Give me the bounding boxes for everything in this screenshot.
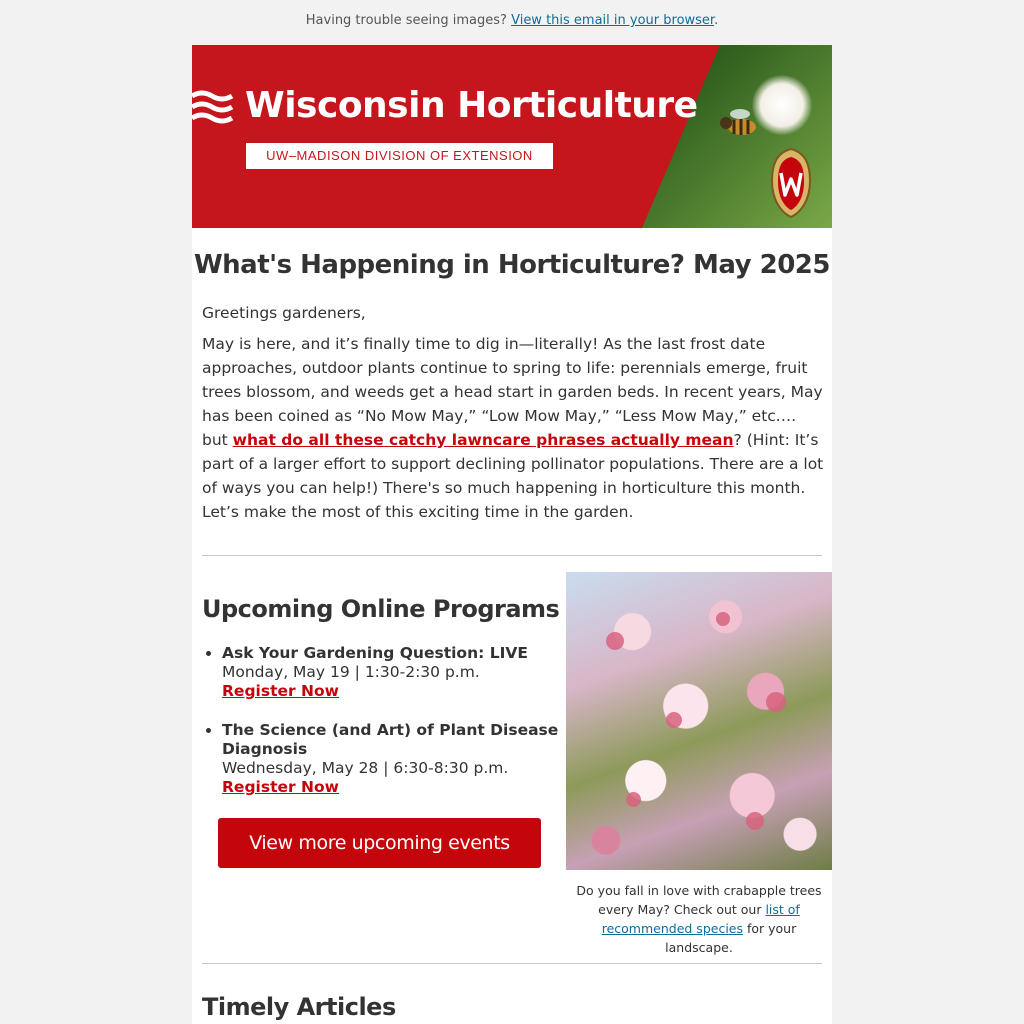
list-item	[222, 721, 562, 797]
blossom-bud	[666, 712, 682, 728]
articles-heading: Timely Articles	[202, 993, 396, 1021]
intro-text-before: May is here, and it’s finally time to dig in—literally! As the last frost date approaches, outdoor plants continue to spring to life: perennials emerge, fruit trees blossom, and weeds get a head start in garden beds. In recent years, May has been coined as “No Mow May,” “Low Mow May,” “Less Mow May,” etc.… but	[202, 335, 823, 449]
intro-text-after: ? (Hint: It’s part of a larger effort to support declining pollinator populations. There are a lot of ways you can help!) There's so much happening in horticulture this month. Let’s make the most of this exciting time in the garden.	[202, 431, 824, 521]
photo-caption	[568, 881, 830, 957]
recommended-species-link[interactable]: list of recommended species	[601, 902, 800, 936]
brand-title: Wisconsin Horticulture	[245, 85, 698, 126]
blossom-bud	[606, 632, 624, 650]
uw-crest-icon	[768, 147, 814, 219]
view-in-browser-link[interactable]: View this email in your browser	[511, 13, 715, 28]
waves-logo-icon	[192, 90, 234, 130]
intro-paragraph	[202, 332, 824, 524]
register-now-link[interactable]: Register Now	[222, 778, 339, 796]
program-name: • The Science (and Art) of Plant Disease Diagnosis	[222, 721, 559, 758]
programs-heading: Upcoming Online Programs	[202, 595, 560, 623]
blossom-bud	[746, 812, 764, 830]
preheader-end: .	[714, 13, 719, 28]
bee-icon	[712, 103, 762, 143]
email-body	[192, 45, 832, 1024]
brand-subtitle: UW–MADISON DIVISION OF EXTENSION	[246, 143, 553, 169]
program-list	[202, 644, 562, 817]
blossom-bud	[766, 692, 786, 712]
caption-text-before: Do you fall in love with crabapple trees every May? Check out our	[576, 883, 822, 917]
view-more-events-button[interactable]: View more upcoming events	[218, 818, 541, 868]
greeting: Greetings gardeners,	[202, 304, 366, 322]
program-date: Monday, May 19 | 1:30-2:30 p.m.	[222, 663, 480, 681]
page-title: What's Happening in Horticulture? May 2025	[193, 250, 830, 280]
no-mow-may-link[interactable]: what do all these catchy lawncare phrases actually mean	[232, 431, 734, 449]
divider	[202, 555, 822, 556]
preheader	[0, 13, 1024, 28]
preheader-text: Having trouble seeing images?	[305, 13, 507, 28]
blossom-bud	[716, 612, 730, 626]
divider	[202, 963, 822, 964]
list-item	[222, 644, 562, 701]
header-banner	[192, 45, 832, 228]
program-name: • Ask Your Gardening Question: LIVE	[222, 644, 528, 662]
caption-text-after: for your landscape.	[665, 921, 797, 955]
program-date: Wednesday, May 28 | 6:30-8:30 p.m.	[222, 759, 509, 777]
blossom-bud	[626, 792, 641, 807]
register-now-link[interactable]: Register Now	[222, 682, 339, 700]
crabapple-blossom-photo	[566, 572, 832, 870]
